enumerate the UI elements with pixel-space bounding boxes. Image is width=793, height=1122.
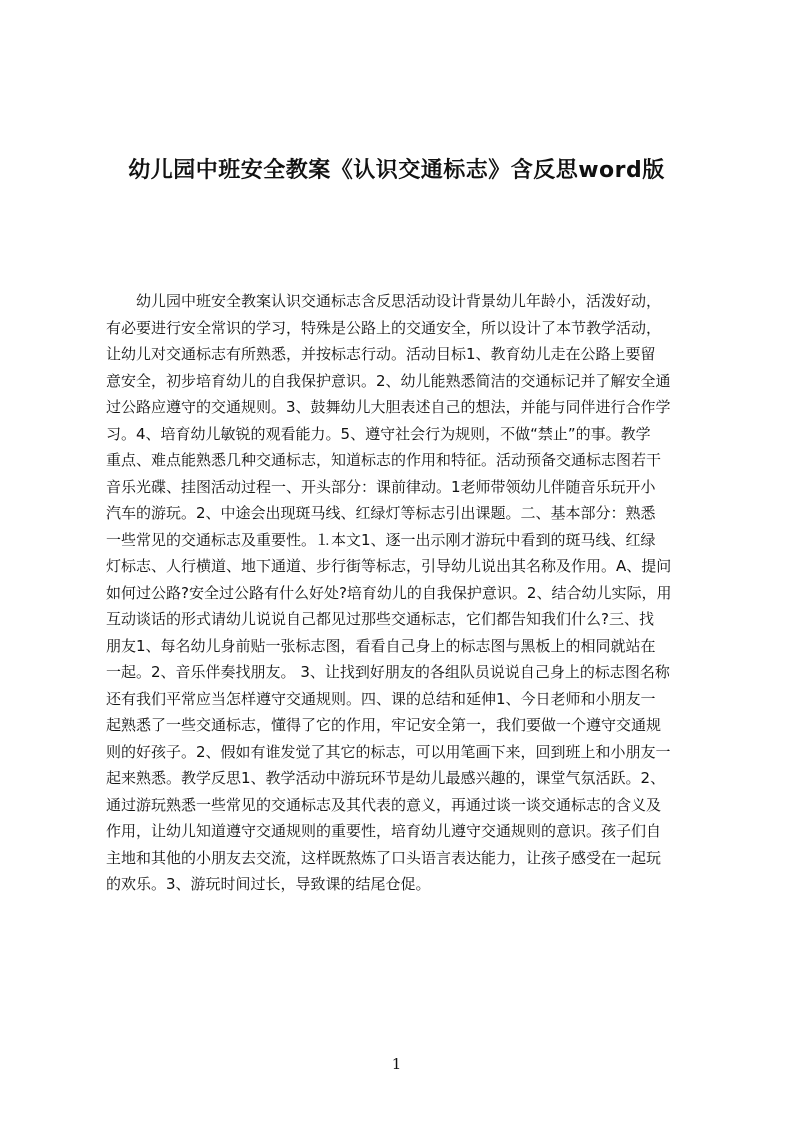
body-line: 一起。2、音乐伴奏找朋友。 3、让找到好朋友的各组队员说说自己身上的标志图名称 [106,663,670,681]
body-line: 则的好孩子。2、假如有谁发觉了其它的标志，可以用笔画下来，回到班上和小朋友一 [106,742,671,761]
body-line: 起熟悉了一些交通标志，懂得了它的作用，牢记安全第一，我们要做一个遵守交通规 [106,716,662,734]
body-line: 通过游玩熟悉一些常见的交通标志及其代表的意义，再通过谈一谈交通标志的含义及 [106,795,662,814]
body-line: 灯标志、人行横道、地下通道、步行街等标志，引导幼儿说出其名称及作用。A、提问 [106,557,672,575]
body-line: 音乐光碟、挂图活动过程一、开头部分：课前律动。1老师带领幼儿伴随音乐玩开小 [106,477,656,496]
body-line: 起来熟悉。教学反思1、教学活动中游玩环节是幼儿最感兴趣的，课堂气氛活跃。2、 [106,769,666,787]
body-line: 作用，让幼儿知道遵守交通规则的重要性，培育幼儿遵守交通规则的意识。孩子们自 [106,822,662,840]
body-line: 习。4、培育幼儿敏锐的观看能力。5、遵守社会行为规则，不做“禁止”的事。教学 [106,424,651,443]
body-line: 汽车的游玩。2、中途会出现斑马线、红绿灯等标志引出课题。二、基本部分：熟悉 [106,504,656,522]
body-line: 有必要进行安全常识的学习，特殊是公路上的交通安全，所以设计了本节教学活动， [106,318,662,337]
body-line: 如何过公路?安全过公路有什么好处?培育幼儿的自我保护意识。2、结合幼儿实际，用 [106,583,672,602]
document-title: 幼儿园中班安全教案《认识交通标志》含反思word版 [128,157,665,183]
body-line: 朋友1、每名幼儿身前贴一张标志图，看看自己身上的标志图与黑板上的相同就站在 [106,636,656,655]
body-line: 重点、难点能熟悉几种交通标志，知道标志的作用和特征。活动预备交通标志图若干 [106,451,662,469]
body-line: 主地和其他的小朋友去交流，这样既熬炼了口头语言表达能力，让孩子感受在一起玩 [106,848,662,867]
body-line: 还有我们平常应当怎样遵守交通规则。四、课的总结和延伸1、今日老师和小朋友一 [106,689,656,708]
body-line: 幼儿园中班安全教案认识交通标志含反思活动设计背景幼儿年龄小，活泼好动， [136,292,662,310]
body-line: 互动谈话的形式请幼儿说说自己都见过那些交通标志，它们都告知我们什么?三、找 [106,610,654,628]
page-number: 1 [391,1055,402,1073]
body-line: 意安全，初步培育幼儿的自我保护意识。2、幼儿能熟悉简洁的交通标记并了解安全通 [106,371,671,390]
body-paragraph [106,288,698,898]
body-line: 一些常见的交通标志及重要性。⒈本文1、逐一出示刚才游玩中看到的斑马线、红绿 [106,530,656,549]
body-line: 的欢乐。3、游玩时间过长，导致课的结尾仓促。 [106,875,431,893]
body-line: 过公路应遵守的交通规则。3、鼓舞幼儿大胆表述自己的想法，并能与同伴进行合作学 [106,398,671,416]
body-line: 让幼儿对交通标志有所熟悉，并按标志行动。活动目标1、教育幼儿走在公路上要留 [106,345,656,363]
